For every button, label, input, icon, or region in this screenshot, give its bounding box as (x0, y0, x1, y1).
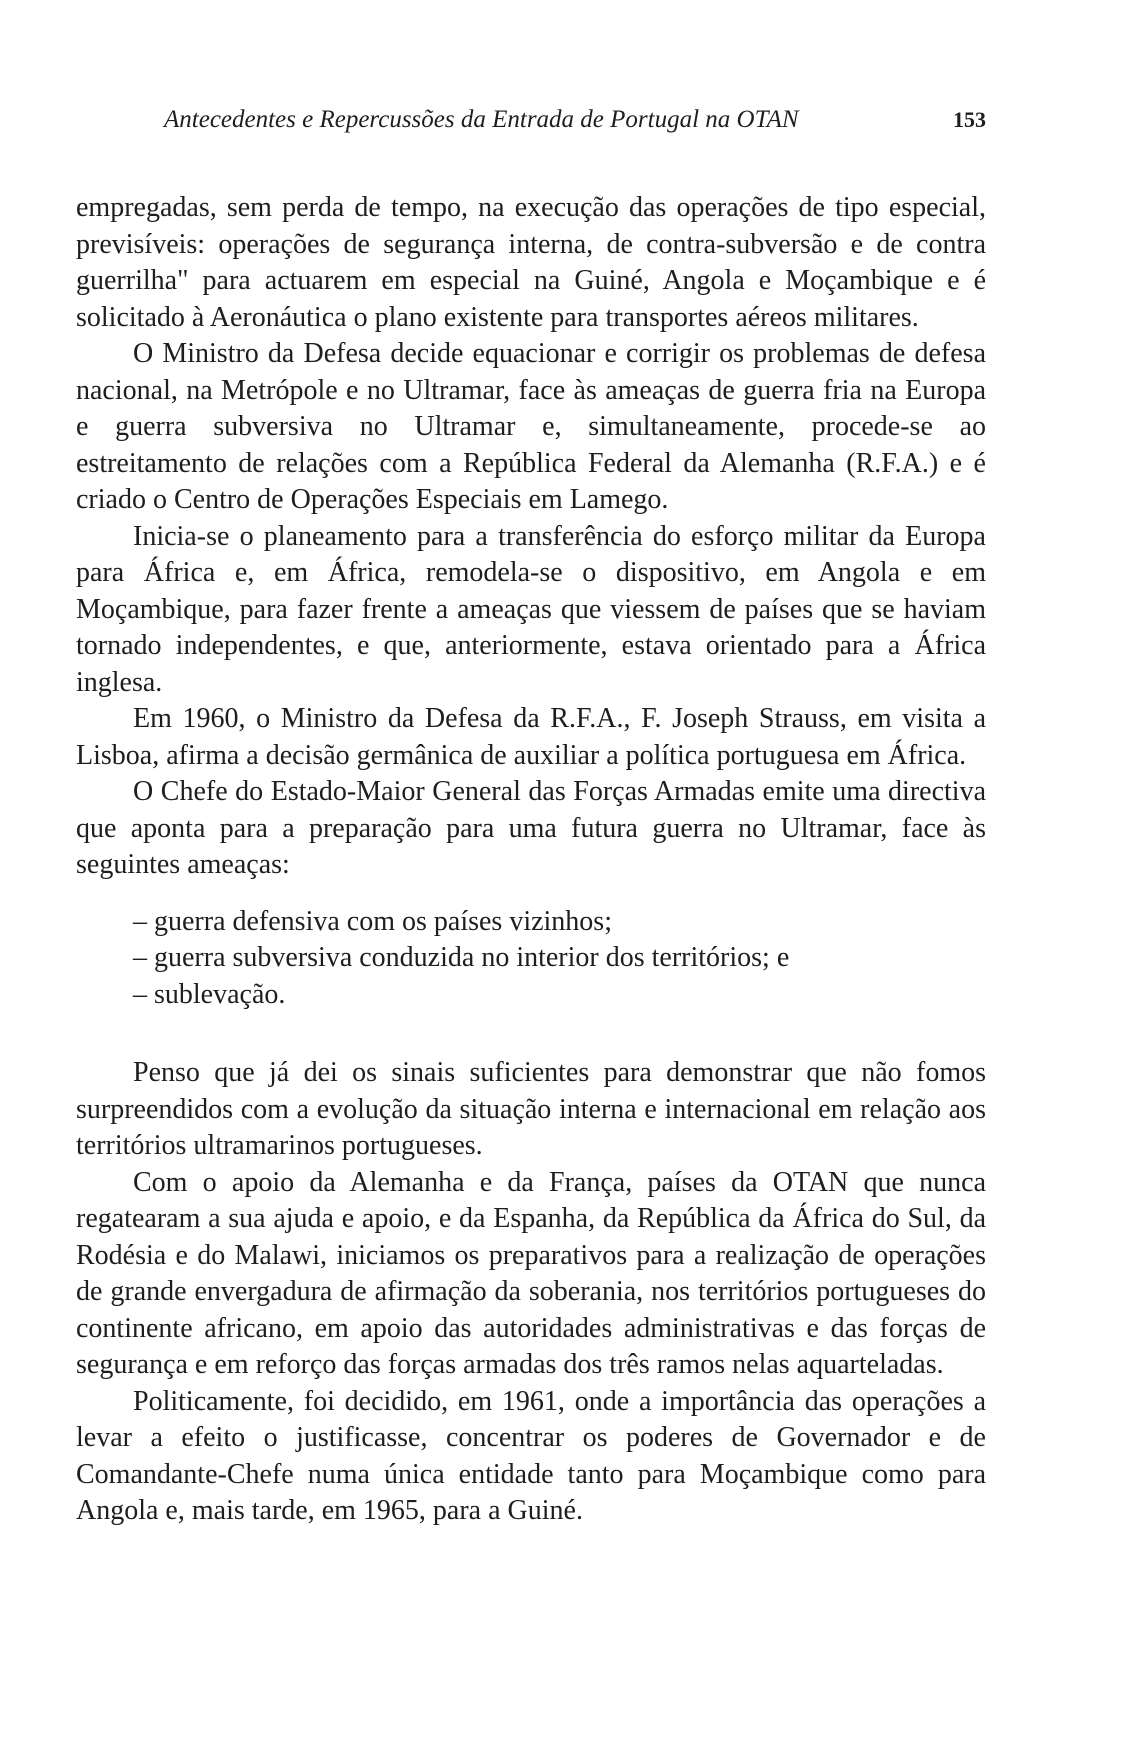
paragraph: O Ministro da Defesa decide equacionar e corrigir os problemas de defesa nacional, na Metrópole e no Ultramar, face às ameaças de guerra fria na Europa e guerra subversiva no Ultramar e, simultaneamente, procede-se ao estreitamento de relações com a República Federal da Alemanha (R.F.A.) e é criado o Centro de Operações Especiais em Lamego. (76, 338, 986, 515)
body-text (76, 190, 986, 1530)
page-number: 153 (953, 107, 986, 132)
paragraph: O Chefe do Estado-Maior General das Forças Armadas emite uma directiva que aponta para a preparação para uma futura guerra no Ultramar, face às seguintes ameaças: (76, 776, 986, 880)
paragraph: Penso que já dei os sinais suficientes para demonstrar que não fomos surpreendidos com a evolução da situação interna e internacional em relação aos territórios ultramarinos portugueses. (76, 1057, 986, 1161)
paragraph: Inicia-se o planeamento para a transferência do esforço militar da Europa para África e, em África, remodela-se o dispositivo, em Angola e em Moçambique, para fazer frente a ameaças que viessem de países que se haviam tornado independentes, e que, anteriormente, estava orientado para a África inglesa. (76, 520, 986, 698)
running-header (76, 100, 986, 140)
paragraph: Politicamente, foi decidido, em 1961, onde a importância das operações a levar a efeito o justificasse, concentrar os poderes de Governador e de Comandante-Chefe numa única entidade tanto para Moçambique como para Angola e, mais tarde, em 1965, para a Guiné. (76, 1385, 986, 1526)
list-item: – guerra subversiva conduzida no interior dos territórios; e (133, 942, 790, 973)
running-title: Antecedentes e Repercussões da Entrada de Portugal na OTAN (164, 106, 799, 133)
paragraph: Em 1960, o Ministro da Defesa da R.F.A., F. Joseph Strauss, em visita a Lisboa, afirma a decisão germânica de auxiliar a política portuguesa em África. (76, 703, 986, 771)
paragraph: Com o apoio da Alemanha e da França, países da OTAN que nunca regatearam a sua ajuda e apoio, e da Espanha, da República da África do Sul, da Rodésia e do Malawi, iniciamos os preparativos para a realização de operações de grande envergadura de afirmação da soberania, nos territórios portugueses do continente africano, em apoio das autoridades administrativas e das forças de segurança e em reforço das forças armadas dos três ramos nelas aquarteladas. (76, 1166, 986, 1380)
paragraph-continuation: empregadas, sem perda de tempo, na execução das operações de tipo especial, previsíveis: operações de segurança interna, de contra-subversão e de contra guerrilha" para actuarem em especial na Guiné, Angola e Moçambique e é solicitado à Aeronáutica o plano existente para transportes aéreos militares. (76, 192, 986, 333)
list-item: – guerra defensiva com os países vizinhos; (133, 905, 612, 937)
section-gap (76, 1013, 986, 1055)
list-item: – sublevação. (133, 978, 286, 1010)
book-page (76, 100, 986, 1530)
threats-list (76, 904, 986, 1014)
